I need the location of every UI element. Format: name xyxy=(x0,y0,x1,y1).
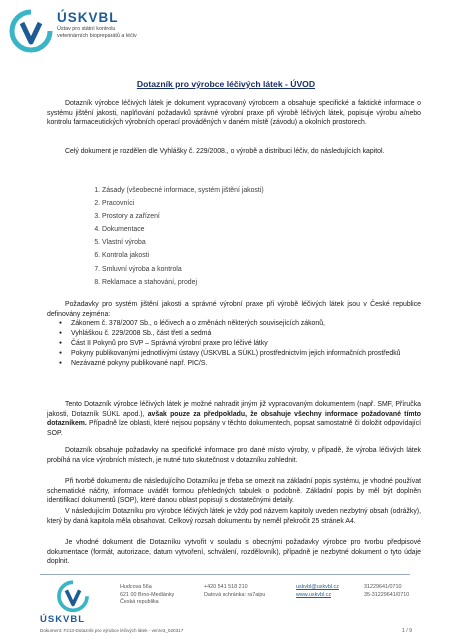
paragraph-format: Je vhodné dokument dle Dotazníku vytvořit v souladu s obecnými požadavky výrobce pro tvorbu předpisové dokumentace (formát, autorizace, datum vytvoření, schválení, rozdělovník), případně je nezbytné dokument o tyto údaje doplnit. xyxy=(47,539,421,566)
replacement-text-end: Případně lze oblasti, které nejsou popsány v těchto dokumentech, popsat samostatně či doložit odpovídající SOP. xyxy=(47,420,421,437)
id-number: 35-31229641/0710 xyxy=(364,591,410,598)
paragraph-creation: Při tvorbě dokumentu dle následujícího Dotazníku je třeba se omezit na základní popis systému, je vhodné používat schematické náčrty, informace uvádět formou přehledných tabulek o podobně. Základní popis by měl být doplněn identifikací dokumentů (SOP), které danou oblast popisují s dostatečnými detaily. xyxy=(47,478,421,505)
header-logo xyxy=(9,9,141,59)
list-item: 8. Reklamace a stahování, prodej xyxy=(102,276,264,289)
list-item: 3. Prostory a zařízení xyxy=(102,210,264,223)
footer-links xyxy=(296,584,339,599)
list-item: 6. Kontrola jakosti xyxy=(102,249,264,262)
paragraph-intro: Dotazník výrobce léčivých látek je dokument vypracovaný výrobcem a obsahuje specifické a faktické informace o systému jištění jakosti, naplňování požadavků správné výrobní praxe při výrobě léčivých látek, popisuje výrobu a/nebo kontrolu farmaceutických výrobních operací prováděných v daném místě (závodu) a okolních prostorech. xyxy=(47,100,421,127)
address-line: 621 00 Brno-Medlánky xyxy=(120,591,175,598)
replacement-text: Tento Dotazník výrobce léčivých látek je možné nahradit jiným již vypracovaným dokumentem (např. SMF, Příručka jakosti, Dotazník SÚKL apod.), xyxy=(47,401,421,418)
phone-number: +420 541 518 210 xyxy=(204,584,248,590)
page-title: Dotazník pro výrobce léčivých látek - ÚVOD xyxy=(136,79,316,89)
uskvbl-logo-icon xyxy=(54,580,92,614)
list-item: ● Vyhláškou č. 229/2008 Sb., část třetí a sedmá xyxy=(71,329,421,339)
list-item: 7. Smluvní výroba a kontrola xyxy=(102,263,264,276)
paragraph-site-specific: Dotazník obsahuje požadavky na specifické informace pro dané místo výroby, v případě, že výroba léčivých látek probíhá na více výrobních místech, je nutné tuto skutečnost v dotazníku zohlednit. xyxy=(47,447,421,464)
paragraph-requirements-intro: Požadavky pro systém jištění jakosti a správné výrobní praxe při výrobě léčivých látek jsou v České republice definovány zejména: xyxy=(47,301,421,318)
chapter-list xyxy=(84,184,264,289)
list-item: 5. Vlastní výroba xyxy=(102,236,264,249)
list-item: ● Část II Pokynů pro SVP – Správná výrobní praxe pro léčivé látky xyxy=(71,339,421,349)
footer-logo xyxy=(40,580,110,626)
footer-ids xyxy=(364,584,409,599)
web-link[interactable]: www.uskvbl.cz xyxy=(296,591,332,598)
address-line: Česká republika xyxy=(120,599,159,606)
list-item: ● Zákonem č. 378/2007 Sb., o léčivech a o změnách některých souvisejících zákonů, xyxy=(71,319,421,329)
id-number: 31229641/0710 xyxy=(364,584,402,590)
replacement-emphasis: avšak pouze za předpokladu, že obsahuje všechny informace požadované tímto dotazníkem. xyxy=(47,410,421,428)
paragraph-chapters-intro: Celý dokument je rozdělen dle Vyhlášky č. 229/2008., o výrobě a distribuci léčiv, do následujících kapitol. xyxy=(65,148,385,155)
logo-subtitle: Ústav pro státní kontrolu veterinárních biopreparátů a léčiv xyxy=(57,26,137,39)
list-item: ● Nezávazné pokyny publikované např. PIC/S. xyxy=(71,359,421,369)
paragraph-structure: V následujícím Dotazníku pro výrobce léčivých látek je vždy pod názvem kapitoly uveden nezbytný obsah (odrážky), který by daná kapitola měla obsahovat. Celkový rozsah dokumentu by neměl překročit 25 stránek A4. xyxy=(47,508,421,525)
list-item: 4. Dokumentace xyxy=(102,223,264,236)
document-reference: Dokument: F213-Dotazník pro výrobce léčivých látek - verze3_020317 xyxy=(40,628,184,633)
footer-logo-name: ÚSKVBL xyxy=(40,614,86,625)
paragraph-replacement xyxy=(47,400,421,438)
footer-contact xyxy=(204,584,265,599)
requirements-list xyxy=(59,319,421,369)
footer-divider xyxy=(40,574,410,575)
page-number: 1 / 9 xyxy=(401,628,412,634)
address-line: Hudcova 56a xyxy=(120,584,152,590)
uskvbl-logo-icon xyxy=(9,9,53,55)
list-item: 2. Pracovníci xyxy=(102,197,264,210)
data-box: Datová schránka: ra7aipu xyxy=(204,591,266,598)
footer-address xyxy=(120,584,174,607)
list-item: 1. Zásady (všeobecné informace, systém jištění jakosti) xyxy=(102,184,264,197)
list-item: ● Pokyny publikovanými jednotlivými ústavy (ÚSKVBL a SÚKL) prostřednictvím jejich informačních prostředků xyxy=(71,349,421,359)
email-link[interactable]: uskvbl@uskvbl.cz xyxy=(296,584,339,590)
logo-name: ÚSKVBL xyxy=(57,10,119,25)
